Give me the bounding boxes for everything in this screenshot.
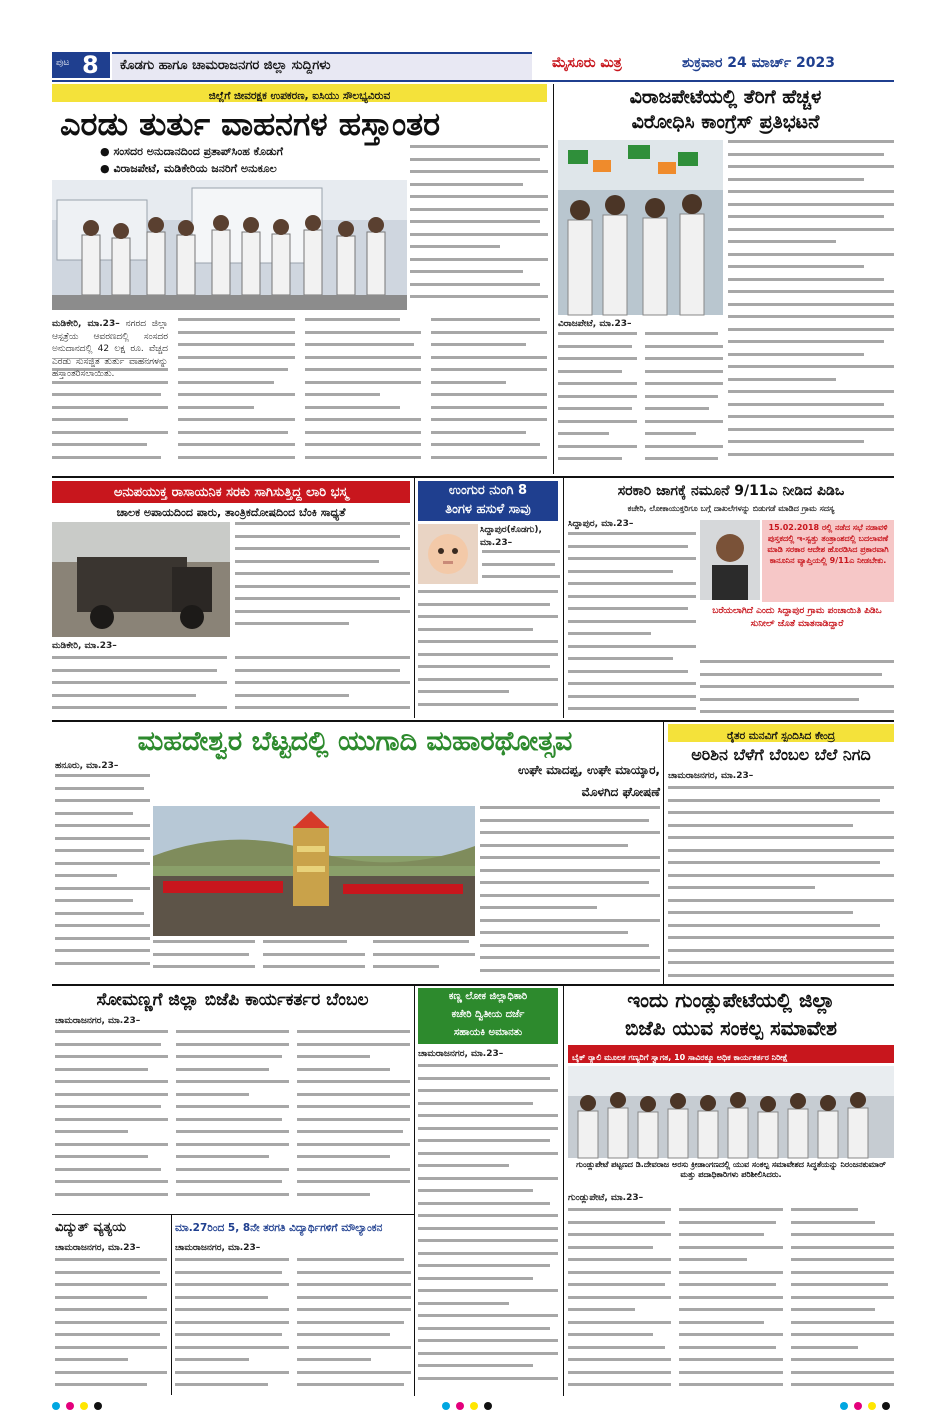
story1-bullet-2-text: ವಿರಾಜಪೇಟೆ, ಮಡಿಕೇರಿಯ ಜನರಿಗೆ ಅನುಕೂಲ [113,162,277,175]
story1-column-right [410,145,548,300]
story2-headline-1: ವಿರಾಜಪೇಟೆಯಲ್ಲಿ ತೆರಿಗೆ ಹೆಚ್ಚಳ [629,86,822,108]
column-rule-4 [563,478,564,718]
story4-body [418,590,558,716]
story6-headline: ಮಹದೇಶ್ವರ ಬೆಟ್ಟದಲ್ಲಿ ಯುಗಾದಿ ಮಹಾರಥೋತ್ಸವ [137,726,573,757]
story3-dateline-box [52,640,230,654]
story3-photo [52,522,230,637]
story7-dateline: ಚಾಮರಾಜನಗರ, ಮಾ.23– [668,771,754,781]
story6-photo [153,806,475,936]
story9-headline-2: ಕಚೇರಿ ದ್ವಿತೀಯ ದರ್ಜೆ [451,1009,525,1020]
story1-bullet-2 [100,162,400,176]
section-title: ಕೊಡಗು ಹಾಗೂ ಚಾಮರಾಜನಗರ ಜಿಲ್ಲಾ ಸುದ್ದಿಗಳು [120,58,331,73]
story4-headline-box [418,481,558,521]
story11-dateline-box [55,1242,167,1256]
story10-body [568,1208,894,1396]
masthead-rule [52,80,894,82]
chariot-festival-photo [153,806,475,936]
masthead [52,50,892,80]
story8-body [55,1030,410,1210]
section-title-bar [112,52,532,82]
column-rule-8 [414,986,415,1396]
story7-body [668,786,894,980]
story10-caption: ಗುಂಡ್ಲುಪೇಟೆ ಪಟ್ಟಣದ ಡಿ.ದೇವರಾಜ ಅರಸು ಕ್ರೀಡಾಂಗಣದಲ್ಲಿ ಯುವ ಸಂಕಲ್ಪ ಸಮಾವೇಶದ ಸಿದ್ಧತೆಯನ್ನು ನಿರಂಜನಕುಮಾರ್ ಮತ್ತು ಪದಾಧಿಕಾರಿಗಳು ಪರಿಶೀಲಿಸಿದರು. [576,1160,886,1179]
yellow-dot-icon [868,1402,876,1410]
yellow-dot-icon [80,1402,88,1410]
story10-headline-2: ಬಿಜೆಪಿ ಯುವ ಸಂಕಲ್ಪ ಸಮಾವೇಶ [624,1016,838,1040]
story1-bullet-1 [100,145,400,159]
story7-kicker-bar [668,724,894,742]
column-rule-9 [563,986,564,1396]
story10-caption-box [568,1160,894,1188]
magenta-dot-icon [854,1402,862,1410]
story5-dateline: ಸಿದ್ದಾಪುರ, ಮಾ.23– [568,519,634,529]
story8-dateline-box [55,1015,170,1029]
story9-body [418,1064,558,1394]
registration-marks-center [442,1402,492,1410]
story5-highlight-text: 15.02.2018 ರಲ್ಲಿ ನಡೆದ ಸಭೆ ನಡಾವಳಿ ಪುಸ್ತಕದಲ್ಲಿ ಇ-ಸ್ವತ್ತು ತಂತ್ರಾಂಶದಲ್ಲಿ ಬದಲಾವಣೆ ಮಾಡಿ ಸರಕಾರ ಆದೇಶ ಹೊರಡಿಸಿದ ಪ್ರಕಾರವಾಗಿ ಕಾನೂನಿನ ವ್ಯಾಪ್ತಿಯಲ್ಲಿ 9/11ಎ ನೀಡಬೇಕು. [767,523,889,565]
row-rule-4 [52,1214,414,1215]
bjp-meeting-photo [568,1066,894,1158]
story8-dateline: ಚಾಮರಾಜನಗರ, ಮಾ.23– [55,1016,141,1026]
story1-dateline: ಮಡಿಕೇರಿ, ಮಾ.23– [52,319,120,329]
cyan-dot-icon [52,1402,60,1410]
paper-name: ಮೈಸೂರು ಮಿತ್ರ [552,55,622,71]
burnt-lorry-photo [52,522,230,637]
story12-dateline-box [175,1242,293,1256]
story1-headline: ಎರಡು ತುರ್ತು ವಾಹನಗಳ ಹಸ್ತಾಂತರ [60,105,441,143]
story6-dateline: ಹನೂರು, ಮಾ.23– [55,761,119,771]
story4-col-side [482,550,560,584]
cyan-dot-icon [442,1402,450,1410]
story3-headline: ಅನುಪಯುಕ್ತ ರಾಸಾಯನಿಕ ಸರಕು ಸಾಗಿಸುತ್ತಿದ್ದ ಲಾರಿ ಭಸ್ಮ [113,485,349,500]
story6-tagline-1: ಉಘೇ ಮಾದಪ್ಪ, ಉಘೇ ಮಾಯ್ಕಾರ, [517,763,660,777]
story11-dateline: ಚಾಮರಾಜನಗರ, ಮಾ.23– [55,1243,141,1253]
story10-subhead-bar [568,1045,894,1063]
magenta-dot-icon [66,1402,74,1410]
story2-photo [558,140,723,315]
bullet-icon: ● [100,162,114,175]
story9-headline-1: ಕಣ್ಣ ಲೋಕ ಜಿಲ್ಲಾಧಿಕಾರಿ [448,991,528,1002]
cyan-dot-icon [840,1402,848,1410]
story1-bullet-1-text: ಸಂಸದರ ಅನುದಾನದಿಂದ ಪ್ರತಾಪ್‌ಸಿಂಹ ಕೊಡುಗೆ [113,145,283,158]
magenta-dot-icon [456,1402,464,1410]
story12-dateline: ಚಾಮರಾಜನಗರ, ಮಾ.23– [175,1243,261,1253]
story5-pullquote-text: ಬರೆಯಲಾಗಿದೆ ಎಂದು ಸಿದ್ದಾಪುರ ಗ್ರಾಮ ಪಂಚಾಯಿತಿ ಪಿಡಿಒ ಸುನೀಲ್ ಜೊತೆ ಮಾತನಾಡಿದ್ದಾರೆ [712,606,882,629]
story4-photo [418,524,478,584]
story12-body [175,1258,411,1396]
story10-dateline-box [568,1192,673,1206]
story2-dateline: ವಿರಾಜಪೇಟೆ, ಮಾ.23– [558,319,632,329]
story3-dateline: ಮಡಿಕೇರಿ, ಮಾ.23– [52,641,117,651]
story9-dateline-box [418,1048,558,1062]
story3-headline-bar [52,481,410,503]
story4-dateline: ಸಿದ್ದಾಪುರ(ಕೊಡಗು), ಮಾ.23– [480,525,542,548]
story4-dateline-box [480,524,560,550]
column-rule-3 [414,478,415,718]
story2-headline-2: ವಿರೋಧಿಸಿ ಕಾಂಗ್ರೆಸ್ ಪ್ರತಿಭಟನೆ [631,111,820,133]
story6-dateline-box [55,760,150,774]
story6-col-right [480,806,660,980]
column-rule-6 [663,722,664,984]
story11-body [55,1258,167,1396]
bullet-icon: ● [100,145,114,158]
page-badge [52,52,110,78]
story10-headline-1: ಇಂದು ಗುಂಡ್ಲುಪೇಟೆಯಲ್ಲಿ ಜಿಲ್ಲಾ [627,988,835,1012]
baby-photo [418,524,478,584]
official-portrait [700,520,760,600]
story9-headline-3: ಸಹಾಯಕಿ ಅಮಾನತು [453,1027,523,1038]
protest-photo [558,140,723,315]
black-dot-icon [882,1402,890,1410]
story8-headline: ಸೋಮಣ್ಣಗೆ ಜಿಲ್ಲಾ ಬಿಜೆಪಿ ಕಾರ್ಯಕರ್ತರ ಬೆಂಬಲ [96,990,369,1010]
story7-kicker: ರೈತರ ಮನವಿಗೆ ಸ್ಪಂದಿಸಿದ ಕೇಂದ್ರ [726,730,836,742]
story5-photo [700,520,760,600]
issue-date: ಶುಕ್ರವಾರ 24 ಮಾರ್ಚ್ 2023 [682,55,836,71]
page-label: ಪುಟ [56,58,70,68]
story5-highlight [762,520,894,602]
story7-headline: ಅರಿಶಿನ ಬೆಳೆಗೆ ಬೆಂಬಲ ಬೆಲೆ ನಿಗದಿ [691,745,871,764]
story10-dateline: ಗುಂಡ್ಲುಪೇಟೆ, ಮಾ.23– [568,1193,644,1203]
column-rule-11 [171,1215,172,1395]
registration-marks-right [840,1402,890,1410]
story2-column-right [728,140,894,470]
page-number: 8 [82,51,99,79]
story3-subhead: ಚಾಲಕ ಅಪಾಯದಿಂದ ಪಾರು, ತಾಂತ್ರಿಕದೋಷದಿಂದ ಬೆಂಕಿ ಸಾಧ್ಯತೆ [116,506,346,519]
story5-col-b [700,660,894,718]
row-rule-1 [52,476,894,478]
story6-tagline-2: ಮೊಳಗಿದ ಘೋಷಣೆ [581,785,660,799]
story9-headline-box [418,988,558,1044]
story1-kicker: ಜಿಲ್ಲೆಗೆ ಜೀವರಕ್ಷಕ ಉಪಕರಣ, ಐಸಿಯು ಸೌಲಭ್ಯವಿರುವ [208,90,391,102]
story5-pullquote [700,605,894,657]
black-dot-icon [484,1402,492,1410]
story12-headline: ಮಾ.27ರಿಂದ 5, 8ನೇ ತರಗತಿ ವಿದ್ಯಾರ್ಥಿಗಳಿಗೆ ಮೌಲ್ಯಾಂಕನ [175,1222,383,1234]
yellow-dot-icon [470,1402,478,1410]
story10-photo [568,1066,894,1158]
story7-dateline-box [668,770,894,784]
black-dot-icon [94,1402,102,1410]
story6-body [153,940,475,980]
story4-headline-1: ಉಂಗುರ ನುಂಗಿ 8 [448,483,528,498]
story5-col-a [568,532,696,718]
story1-kicker-bar [52,84,547,102]
story5-dateline-box [568,518,696,532]
ambulance-handover-photo [52,180,407,310]
story1-lead-text: ನಗರದ ಜಿಲ್ಲಾ ಆಸ್ಪತ್ರೆಯ ಆವರಣದಲ್ಲಿ ಸಂಸದರ ಅನುದಾನದಲ್ಲಿ 42 ಲಕ್ಷ ರೂ. ವೆಚ್ಚದ ಎರಡು ಸುಸಜ್ಜಿತ ತುರ್ತು ವಾಹನಗಳನ್ನು ಹಸ್ತಾಂತರಿಸಲಾಯಿತು. [52,319,169,379]
row-rule-2 [52,720,894,722]
story3-body [52,656,410,716]
story6-col-left [55,774,150,976]
story5-headline: ಸರಕಾರಿ ಜಾಗಕ್ಕೆ ನಮೂನೆ 9/11ಎ ನೀಡಿದ ಪಿಡಿಒ [617,483,845,499]
story9-dateline: ಚಾಮರಾಜನಗರ, ಮಾ.23– [418,1049,504,1059]
story2-dateline-box [558,318,723,332]
registration-marks-left [52,1402,102,1410]
story1-lead [52,318,169,379]
story5-subhead: ಕಚೇರಿ, ಲೋಕಾಯುಕ್ತರಿಗೂ ಬಗ್ಗೆ ದಾಖಲೆಗಳನ್ನು ಬಿಡುಗಡೆ ಮಾಡಿದ ಗ್ರಾಮ ಸದಸ್ಯ [627,504,835,513]
story10-subhead: ಬೈಕ್ ರ‍್ಯಾಲಿ ಮೂಲಕ ಗಣ್ಯರಿಗೆ ಸ್ವಾಗತ, 10 ಸಾವಿರಕ್ಕೂ ಅಧಿಕ ಕಾರ್ಯಕರ್ತರ ನಿರೀಕ್ಷೆ [572,1053,788,1062]
story4-headline-2: ತಿಂಗಳ ಹಸುಳೆ ಸಾವು [445,502,531,517]
story11-headline: ವಿದ್ಯುತ್ ವ್ಯತ್ಯಯ [55,1220,127,1235]
story2-body [558,332,723,472]
story1-photo [52,180,407,310]
story3-col-a [235,522,410,637]
column-rule-main [553,84,554,474]
